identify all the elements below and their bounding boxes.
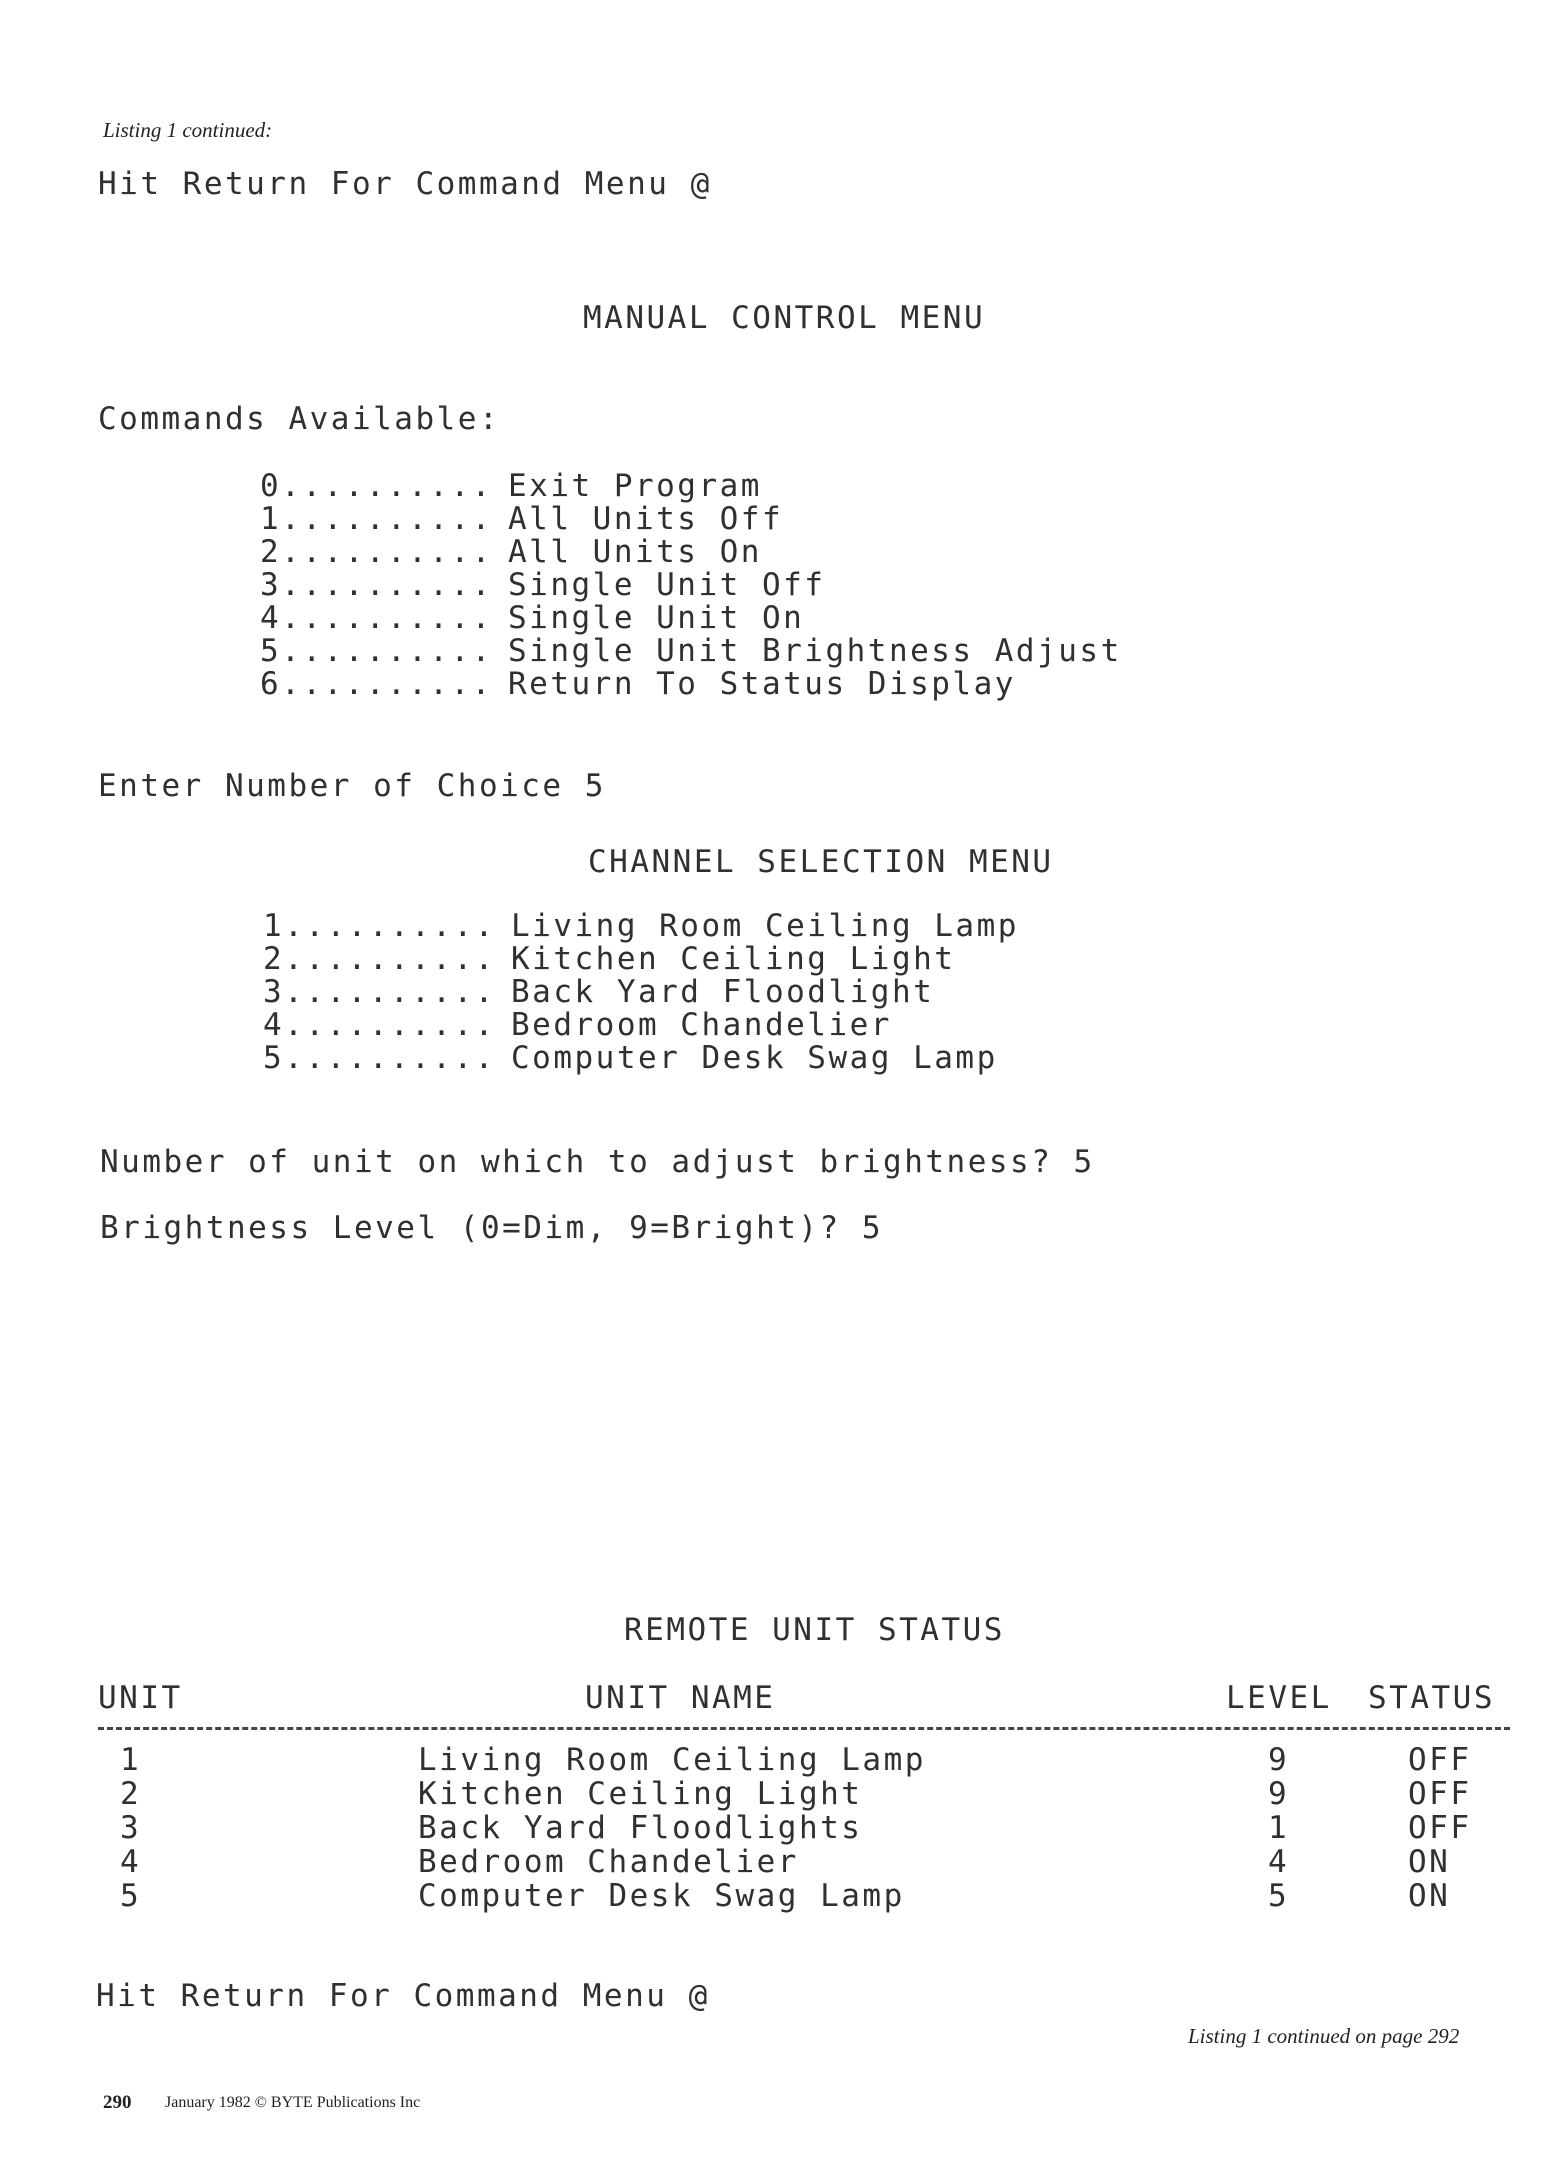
- header-level: LEVEL: [1226, 1680, 1332, 1716]
- status-table-title: REMOTE UNIT STATUS: [624, 1612, 1005, 1648]
- hit-return-prompt: Hit Return For Command Menu @: [98, 166, 712, 202]
- status-table-header: [98, 1682, 1518, 1716]
- issue-info: January 1982 © BYTE Publications Inc: [165, 2094, 421, 2111]
- continued-caption: Listing 1 continued on page 292: [1188, 2024, 1460, 2048]
- channel-menu-title: CHANNEL SELECTION MENU: [588, 844, 1054, 880]
- manual-menu-title: MANUAL CONTROL MENU: [583, 300, 986, 336]
- menu-item: 2.......... All Units On: [260, 534, 762, 570]
- header-status: STATUS: [1368, 1680, 1495, 1716]
- header-unit: UNIT: [98, 1680, 183, 1716]
- channel-item: 2.......... Kitchen Ceiling Light: [263, 941, 956, 977]
- menu-item: 1.......... All Units Off: [260, 501, 784, 537]
- channel-item: 1.......... Living Room Ceiling Lamp: [263, 908, 1019, 944]
- hit-return-prompt-bottom: Hit Return For Command Menu @: [96, 1978, 710, 2014]
- table-row: 3 Back Yard Floodlights 1 OFF: [120, 1810, 1472, 1846]
- page-number: 290: [103, 2092, 132, 2113]
- channel-item: 4.......... Bedroom Chandelier: [263, 1007, 892, 1043]
- channel-item: 3.......... Back Yard Floodlight: [263, 974, 935, 1010]
- menu-item: 0.......... Exit Program: [260, 468, 762, 504]
- table-divider: [98, 1727, 1510, 1730]
- table-row: 5 Computer Desk Swag Lamp 5 ON: [120, 1878, 1451, 1914]
- commands-label: Commands Available:: [98, 401, 501, 437]
- table-row: 2 Kitchen Ceiling Light 9 OFF: [120, 1776, 1472, 1812]
- channel-menu-list: [263, 910, 1019, 1075]
- header-unit-name: UNIT NAME: [585, 1680, 776, 1716]
- listing-caption: Listing 1 continued:: [103, 118, 273, 142]
- brightness-prompt: Brightness Level (0=Dim, 9=Bright)? 5: [100, 1210, 884, 1246]
- menu-item: 5.......... Single Unit Brightness Adjust: [260, 633, 1122, 669]
- channel-item: 5.......... Computer Desk Swag Lamp: [263, 1040, 998, 1076]
- menu-item: 6.......... Return To Status Display: [260, 666, 1016, 702]
- menu-item: 4.......... Single Unit On: [260, 600, 805, 636]
- manual-menu-list: [260, 470, 1122, 701]
- enter-choice-prompt: Enter Number of Choice 5: [98, 768, 606, 804]
- table-row: 1 Living Room Ceiling Lamp 9 OFF: [120, 1742, 1472, 1778]
- unit-prompt: Number of unit on which to adjust brightness? 5: [100, 1144, 1095, 1180]
- table-row: 4 Bedroom Chandelier 4 ON: [120, 1844, 1451, 1880]
- menu-item: 3.......... Single Unit Off: [260, 567, 826, 603]
